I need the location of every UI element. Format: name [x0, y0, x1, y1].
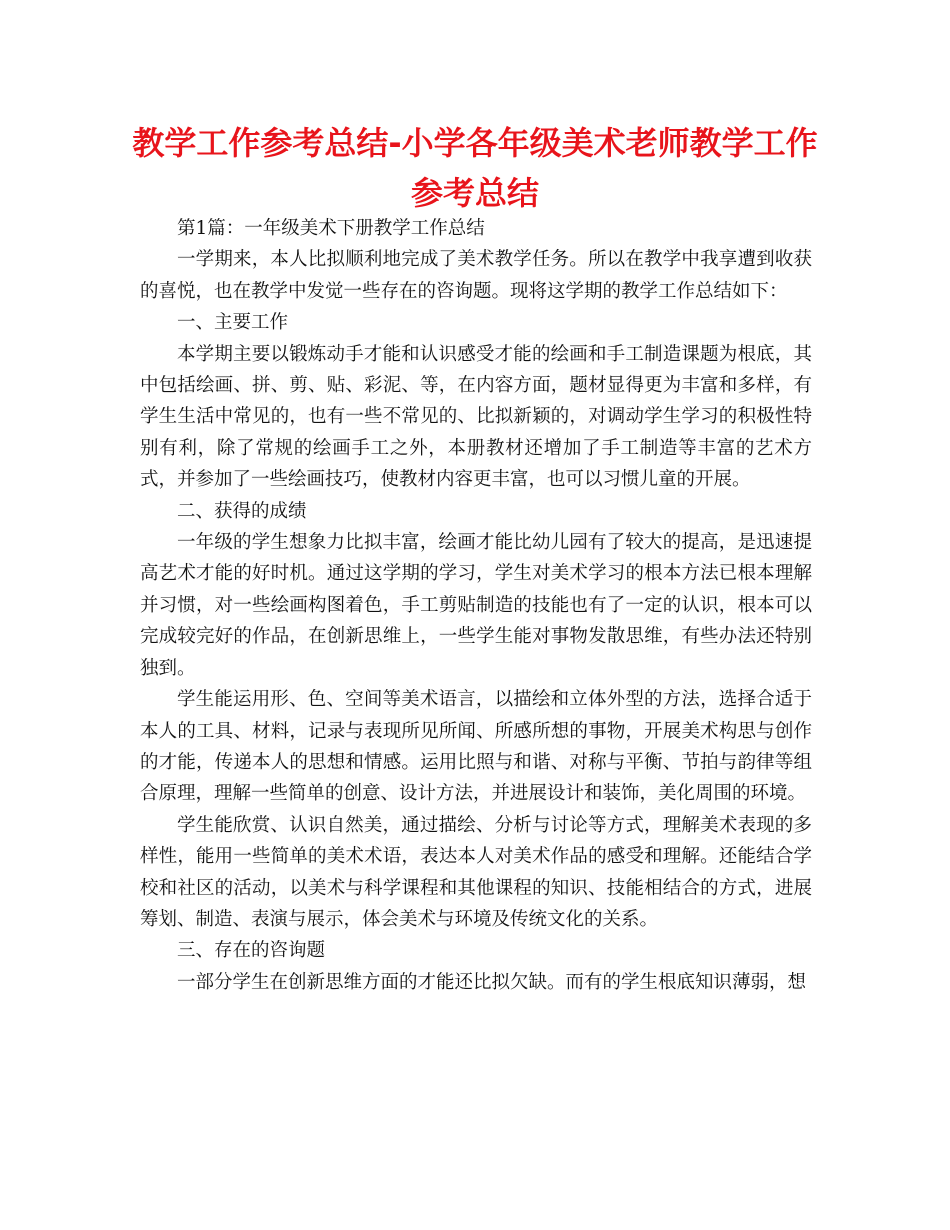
problems-paragraph: 一部分学生在创新思维方面的才能还比拟欠缺。而有的学生根底知识薄弱，想: [177, 971, 807, 993]
achievements-paragraph-3: 学生能欣赏、认识自然美，通过描绘、分析与讨论等方式，理解美术表现的多样性，能用一些简单的美术术语，表达本人对美术作品的感受和理解。还能结合学校和社区的活动，以美术与科学课程和其他课程的知识、技能相结合的方式，进展筹划、制造、表演与展示，体会美术与环境及传统文化的关系。: [140, 814, 812, 930]
document-title: 教学工作参考总结-小学各年级美术老师教学工作参考总结: [132, 124, 818, 212]
main-work-paragraph: 本学期主要以锻炼动手才能和认识感受才能的绘画和手工制造课题为根底，其中包括绘画、拼、剪、贴、彩泥、等，在内容方面，题材显得更为丰富和多样，有学生生活中常见的，也有一些不常见的、比拟新颖的，对调动学生学习的积极性特别有利，除了常规的绘画手工之外，本册教材还增加了手工制造等丰富的艺术方式，并参加了一些绘画技巧，使教材内容更丰富，也可以习惯儿童的开展。: [140, 343, 812, 491]
section-heading-part-1: 第1篇：一年级美术下册教学工作总结: [177, 218, 485, 239]
achievements-paragraph-2: 学生能运用形、色、空间等美术语言，以描绘和立体外型的方法，选择合适于本人的工具、材料，记录与表现所见所闻、所感所想的事物，开展美术构思与创作的才能，传递本人的思想和情感。运用比照与和谐、对称与平衡、节拍与韵律等组合原理，理解一些简单的创意、设计方法，并进展设计和装饰，美化周围的环境。: [140, 689, 812, 805]
section-heading-problems: 三、存在的咨询题: [177, 940, 326, 962]
section-heading-achievements: 二、获得的成绩: [177, 500, 307, 522]
document-body: [140, 213, 812, 998]
achievements-paragraph-1: 一年级的学生想象力比拟丰富，绘画才能比幼儿园有了较大的提高，是迅速提高艺术才能的好时机。通过这学期的学习，学生对美术学习的根本方法已根本理解并习惯，对一些绘画构图着色，手工剪贴制造的技能也有了一定的认识，根本可以完成较完好的作品，在创新思维上，一些学生能对事物发散思维，有些办法还特别独到。: [140, 532, 812, 679]
intro-paragraph: 一学期来，本人比拟顺利地完成了美术教学任务。所以在教学中我享遭到收获的喜悦，也在教学中发觉一些存在的咨询题。现将这学期的教学工作总结如下：: [140, 249, 812, 302]
section-heading-main-work: 一、主要工作: [177, 312, 289, 334]
